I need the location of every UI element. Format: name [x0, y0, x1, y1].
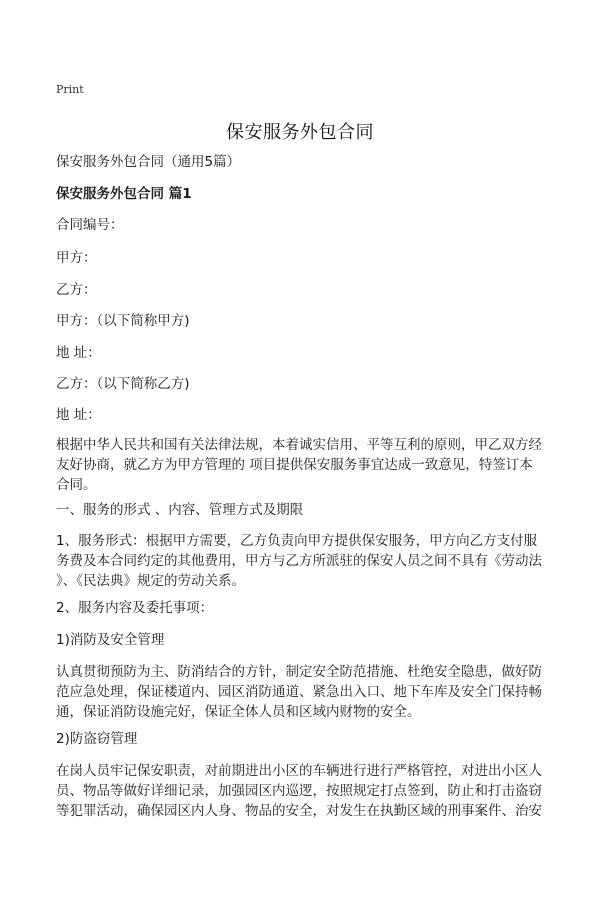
party-a-address-label: 地 址：: [56, 345, 101, 361]
paragraph-line: 范应急处理，保证楼道内、园区消防通道、紧急出入口、地下车库及安全门保持畅: [56, 684, 542, 700]
paragraph-line: 友好协商，就乙方为甲方管理的 项目提供保安服务事宜达成一致意见，特签订本: [56, 457, 533, 473]
sub-2-paragraph: [56, 761, 546, 821]
paragraph-line: 通，保证消防设施完好，保证全体人员和区域内财物的安全。: [56, 704, 421, 720]
party-b-address-label: 地 址：: [56, 407, 101, 423]
document-title: 保安服务外包合同: [226, 122, 374, 143]
paragraph-line: 根据中华人民共和国有关法律法规，本着诚实信用、平等互利的原则，甲乙双方经: [56, 437, 542, 453]
section-1-heading: 一、服务的形式 、内容、管理方式及期限: [56, 502, 304, 518]
paragraph-line: 员、物品等做好详细记录，加强园区内巡逻，按照规定打点签到，防止和打击盗窃: [56, 783, 542, 799]
paragraph-line: 务费及本合同约定的其他费用，甲方与乙方所派驻的保安人员之间不具有《劳动法: [56, 553, 542, 569]
paragraph-line: 》、《民法典》规定的劳动关系。: [56, 573, 245, 589]
sub-1-paragraph: [56, 662, 546, 722]
document-subtitle: 保安服务外包合同（通用5篇）: [56, 154, 241, 170]
paragraph-line: 等犯罪活动，确保园区内人身、物品的安全，对发生在执勤区域的刑事案件、治安: [56, 803, 542, 819]
party-a-short-name: 甲方：（以下简称甲方): [56, 313, 190, 329]
paragraph-line: 认真贯彻预防为主、防消结合的方针，制定安全防范措施、杜绝安全隐患，做好防: [56, 664, 542, 680]
contract-number-label: 合同编号：: [56, 217, 124, 233]
party-b-short-name: 乙方：（以下简称乙方): [56, 376, 190, 392]
item-2-heading: 2、服务内容及委托事项：: [56, 600, 214, 616]
paragraph-line: 在岗人员牢记保安职责，对前期进出小区的车辆进行进行严格管控，对进出小区人: [56, 763, 542, 779]
intro-paragraph: [56, 435, 546, 495]
sub-2-heading: 2)防盗窃管理: [56, 731, 138, 747]
section-heading: 保安服务外包合同 篇1: [56, 186, 192, 202]
print-label: Print: [56, 83, 84, 96]
paragraph-line: 合同。: [56, 477, 97, 493]
paragraph-line: 1、服务形式：根据甲方需要，乙方负责向甲方提供保安服务，甲方向乙方支付服: [56, 533, 538, 549]
sub-1-heading: 1)消防及安全管理: [56, 632, 165, 648]
party-a-label: 甲方：: [56, 250, 97, 266]
party-b-label: 乙方：: [56, 282, 97, 298]
item-1-paragraph: [56, 531, 546, 591]
